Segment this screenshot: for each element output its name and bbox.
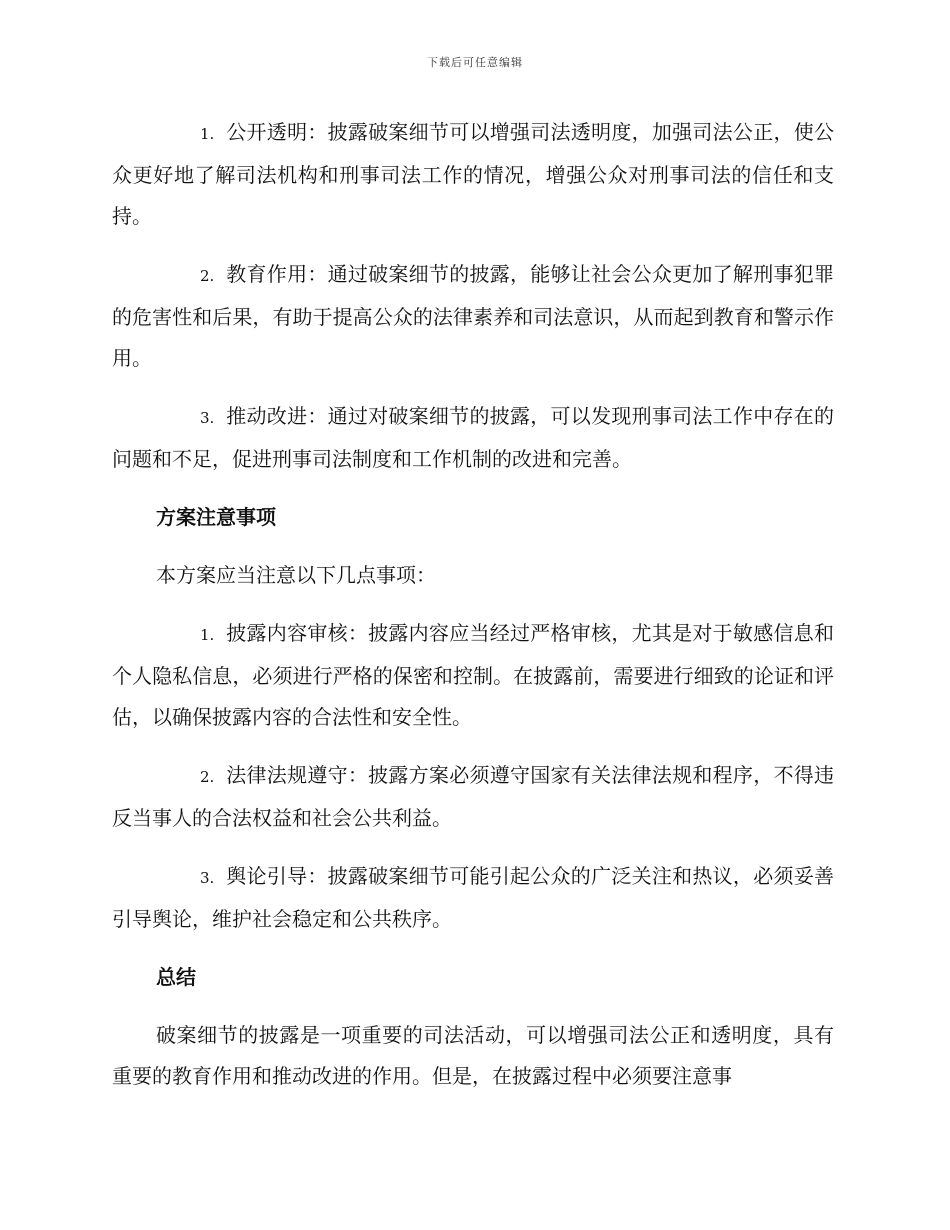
- list-number: 1.: [200, 626, 215, 644]
- list-number: 2.: [200, 267, 215, 285]
- list-item-text: 推动改进：通过对破案细节的披露，可以发现刑事司法工作中存在的问题和不足，促进刑事司法制度和工作机制的改进和完善。: [112, 404, 834, 471]
- summary-paragraph: 破案细节的披露是一项重要的司法活动，可以增强司法公正和透明度，具有重要的教育作用和推动改进的作用。但是，在披露过程中必须要注意事: [112, 1023, 834, 1088]
- list-item-benefit-2: [112, 254, 834, 379]
- list-item-text: 披露内容审核：披露内容应当经过严格审核，尤其是对于敏感信息和个人隐私信息，必须进行严格的保密和控制。在披露前，需要进行细致的论证和评估，以确保披露内容的合法性和安全性。: [112, 621, 834, 729]
- list-item-text: 公开透明：披露破案细节可以增强司法透明度，加强司法公正，使公众更好地了解司法机构和刑事司法工作的情况，增强公众对刑事司法的信任和支持。: [112, 120, 834, 228]
- list-item-text: 法律法规遵守：披露方案必须遵守国家有关法律法规和程序，不得违反当事人的合法权益和社会公共利益。: [112, 763, 834, 830]
- document-body: [112, 112, 834, 1114]
- list-item-note-2: [112, 755, 834, 839]
- list-item-benefit-1: [112, 112, 834, 237]
- list-number: 2.: [200, 768, 215, 786]
- list-item-benefit-3: [112, 396, 834, 480]
- section-heading-summary: 总结: [156, 965, 196, 989]
- list-number: 3.: [200, 869, 215, 887]
- list-item-text: 舆论引导：披露破案细节可能引起公众的广泛关注和热议，必须妥善引导舆论，维护社会稳定和公共秩序。: [112, 864, 834, 931]
- list-number: 1.: [200, 125, 215, 143]
- list-item-text: 教育作用：通过破案细节的披露，能够让社会公众更加了解刑事犯罪的危害性和后果，有助于提高公众的法律素养和司法意识，从而起到教育和警示作用。: [112, 262, 834, 370]
- notes-intro: 本方案应当注意以下几点事项：: [156, 563, 436, 587]
- header-note: 下载后可任意编辑: [427, 56, 523, 69]
- list-number: 3.: [200, 409, 215, 427]
- list-item-note-1: [112, 613, 834, 738]
- list-item-note-3: [112, 856, 834, 940]
- section-heading-notes: 方案注意事项: [156, 505, 276, 529]
